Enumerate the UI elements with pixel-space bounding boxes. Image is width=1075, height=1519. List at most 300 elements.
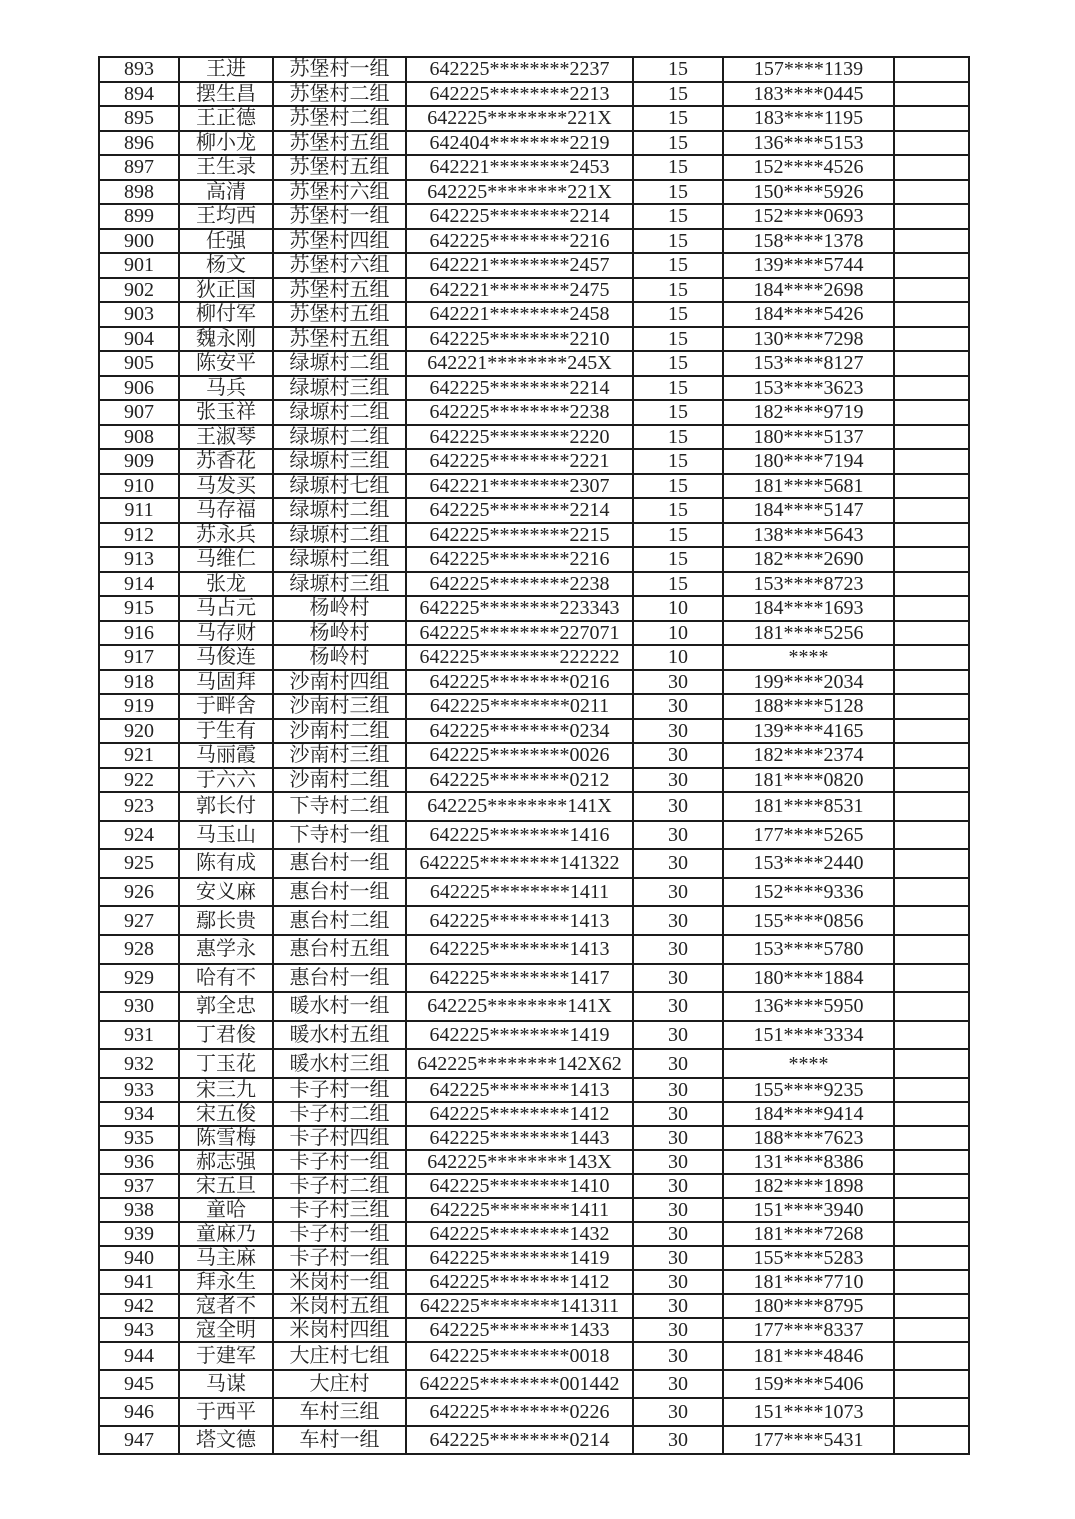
- row-number-cell: 933: [99, 1078, 179, 1102]
- beneficiary-table: [98, 56, 970, 1455]
- table-row: [99, 1049, 969, 1078]
- table-row: [99, 1294, 969, 1318]
- amount-cell: 30: [633, 1174, 723, 1198]
- id-number-cell: 642225********1419: [406, 1246, 633, 1270]
- row-number-cell: 900: [99, 229, 179, 254]
- id-number-cell: 642225********2216: [406, 229, 633, 254]
- row-number-cell: 945: [99, 1370, 179, 1398]
- table-row: [99, 964, 969, 993]
- phone-cell: 188****5128: [723, 694, 894, 719]
- village-group-cell: 苏堡村二组: [273, 106, 406, 131]
- phone-cell: 177****8337: [723, 1318, 894, 1342]
- amount-cell: 30: [633, 1126, 723, 1150]
- table-row: [99, 327, 969, 352]
- village-group-cell: 沙南村二组: [273, 719, 406, 744]
- id-number-cell: 642221********2457: [406, 253, 633, 278]
- village-group-cell: 苏堡村四组: [273, 229, 406, 254]
- name-cell: 张玉祥: [179, 400, 273, 425]
- empty-cell: [894, 1174, 969, 1198]
- id-number-cell: 642225********1410: [406, 1174, 633, 1198]
- village-group-cell: 下寺村一组: [273, 821, 406, 850]
- table-row: [99, 821, 969, 850]
- row-number-cell: 926: [99, 878, 179, 907]
- name-cell: 郭全忠: [179, 992, 273, 1021]
- village-group-cell: 绿塬村三组: [273, 376, 406, 401]
- phone-cell: 184****9414: [723, 1102, 894, 1126]
- village-group-cell: 卡子村一组: [273, 1078, 406, 1102]
- row-number-cell: 928: [99, 935, 179, 964]
- empty-cell: [894, 964, 969, 993]
- empty-cell: [894, 449, 969, 474]
- village-group-cell: 苏堡村二组: [273, 82, 406, 107]
- amount-cell: 30: [633, 1021, 723, 1050]
- phone-cell: ****: [723, 1049, 894, 1078]
- empty-cell: [894, 743, 969, 768]
- amount-cell: 15: [633, 253, 723, 278]
- amount-cell: 30: [633, 1294, 723, 1318]
- phone-cell: 184****5147: [723, 498, 894, 523]
- village-group-cell: 大庄村: [273, 1370, 406, 1398]
- amount-cell: 15: [633, 204, 723, 229]
- name-cell: 哈有不: [179, 964, 273, 993]
- empty-cell: [894, 1370, 969, 1398]
- amount-cell: 10: [633, 596, 723, 621]
- empty-cell: [894, 351, 969, 376]
- village-group-cell: 惠台村一组: [273, 878, 406, 907]
- id-number-cell: 642225********1417: [406, 964, 633, 993]
- village-group-cell: 苏堡村一组: [273, 57, 406, 82]
- name-cell: 丁君俊: [179, 1021, 273, 1050]
- phone-cell: 181****0820: [723, 768, 894, 793]
- table-row: [99, 1426, 969, 1454]
- amount-cell: 15: [633, 302, 723, 327]
- table-row: [99, 106, 969, 131]
- name-cell: 宋五俊: [179, 1102, 273, 1126]
- id-number-cell: 642225********1419: [406, 1021, 633, 1050]
- amount-cell: 30: [633, 964, 723, 993]
- phone-cell: 153****8723: [723, 572, 894, 597]
- village-group-cell: 卡子村一组: [273, 1222, 406, 1246]
- row-number-cell: 924: [99, 821, 179, 850]
- empty-cell: [894, 1246, 969, 1270]
- row-number-cell: 894: [99, 82, 179, 107]
- name-cell: 丁玉花: [179, 1049, 273, 1078]
- village-group-cell: 苏堡村五组: [273, 155, 406, 180]
- name-cell: 塔文德: [179, 1426, 273, 1454]
- id-number-cell: 642225********0214: [406, 1426, 633, 1454]
- phone-cell: 157****1139: [723, 57, 894, 82]
- phone-cell: 153****5780: [723, 935, 894, 964]
- id-number-cell: 642225********0216: [406, 670, 633, 695]
- table-row: [99, 278, 969, 303]
- village-group-cell: 暖水村五组: [273, 1021, 406, 1050]
- empty-cell: [894, 1126, 969, 1150]
- row-number-cell: 906: [99, 376, 179, 401]
- village-group-cell: 绿塬村二组: [273, 498, 406, 523]
- id-number-cell: 642225********2220: [406, 425, 633, 450]
- table-row: [99, 694, 969, 719]
- table-row: [99, 670, 969, 695]
- amount-cell: 30: [633, 1150, 723, 1174]
- name-cell: 于建军: [179, 1342, 273, 1370]
- village-group-cell: 下寺村二组: [273, 792, 406, 821]
- phone-cell: 183****1195: [723, 106, 894, 131]
- table-row: [99, 849, 969, 878]
- row-number-cell: 893: [99, 57, 179, 82]
- table-row: [99, 1150, 969, 1174]
- id-number-cell: 642225********1411: [406, 1198, 633, 1222]
- row-number-cell: 919: [99, 694, 179, 719]
- phone-cell: 136****5153: [723, 131, 894, 156]
- name-cell: 于畔舍: [179, 694, 273, 719]
- empty-cell: [894, 106, 969, 131]
- table-row: [99, 906, 969, 935]
- table-row: [99, 351, 969, 376]
- row-number-cell: 942: [99, 1294, 179, 1318]
- amount-cell: 30: [633, 1270, 723, 1294]
- row-number-cell: 909: [99, 449, 179, 474]
- row-number-cell: 907: [99, 400, 179, 425]
- name-cell: 杨文: [179, 253, 273, 278]
- phone-cell: 136****5950: [723, 992, 894, 1021]
- table-row: [99, 1318, 969, 1342]
- village-group-cell: 绿塬村二组: [273, 425, 406, 450]
- id-number-cell: 642225********0026: [406, 743, 633, 768]
- row-number-cell: 908: [99, 425, 179, 450]
- name-cell: 陈雪梅: [179, 1126, 273, 1150]
- table-row: [99, 1342, 969, 1370]
- amount-cell: 15: [633, 131, 723, 156]
- row-number-cell: 934: [99, 1102, 179, 1126]
- phone-cell: 158****1378: [723, 229, 894, 254]
- amount-cell: 10: [633, 621, 723, 646]
- village-group-cell: 卡子村一组: [273, 1150, 406, 1174]
- village-group-cell: 大庄村七组: [273, 1342, 406, 1370]
- empty-cell: [894, 547, 969, 572]
- village-group-cell: 车村三组: [273, 1398, 406, 1426]
- id-number-cell: 642225********2221: [406, 449, 633, 474]
- empty-cell: [894, 1102, 969, 1126]
- row-number-cell: 910: [99, 474, 179, 499]
- name-cell: 王均西: [179, 204, 273, 229]
- id-number-cell: 642221********2453: [406, 155, 633, 180]
- table-body: [99, 57, 969, 1454]
- village-group-cell: 沙南村三组: [273, 694, 406, 719]
- phone-cell: 150****5926: [723, 180, 894, 205]
- id-number-cell: 642225********2214: [406, 498, 633, 523]
- phone-cell: 139****4165: [723, 719, 894, 744]
- name-cell: 惠学永: [179, 935, 273, 964]
- village-group-cell: 苏堡村六组: [273, 180, 406, 205]
- table-row: [99, 992, 969, 1021]
- phone-cell: 153****3623: [723, 376, 894, 401]
- village-group-cell: 惠台村一组: [273, 849, 406, 878]
- id-number-cell: 642221********2458: [406, 302, 633, 327]
- village-group-cell: 绿塬村三组: [273, 572, 406, 597]
- empty-cell: [894, 1021, 969, 1050]
- phone-cell: 181****4846: [723, 1342, 894, 1370]
- table-row: [99, 400, 969, 425]
- row-number-cell: 896: [99, 131, 179, 156]
- name-cell: 任强: [179, 229, 273, 254]
- amount-cell: 15: [633, 155, 723, 180]
- village-group-cell: 米岗村一组: [273, 1270, 406, 1294]
- name-cell: 郭长付: [179, 792, 273, 821]
- phone-cell: 182****2374: [723, 743, 894, 768]
- row-number-cell: 898: [99, 180, 179, 205]
- phone-cell: 153****2440: [723, 849, 894, 878]
- empty-cell: [894, 425, 969, 450]
- phone-cell: 182****1898: [723, 1174, 894, 1198]
- name-cell: 马丽霞: [179, 743, 273, 768]
- village-group-cell: 卡子村二组: [273, 1174, 406, 1198]
- amount-cell: 15: [633, 278, 723, 303]
- amount-cell: 15: [633, 376, 723, 401]
- id-number-cell: 642225********0226: [406, 1398, 633, 1426]
- village-group-cell: 惠台村五组: [273, 935, 406, 964]
- empty-cell: [894, 992, 969, 1021]
- row-number-cell: 911: [99, 498, 179, 523]
- row-number-cell: 935: [99, 1126, 179, 1150]
- village-group-cell: 惠台村一组: [273, 964, 406, 993]
- name-cell: 马维仁: [179, 547, 273, 572]
- amount-cell: 30: [633, 1222, 723, 1246]
- name-cell: 柳付军: [179, 302, 273, 327]
- name-cell: 苏永兵: [179, 523, 273, 548]
- amount-cell: 15: [633, 229, 723, 254]
- name-cell: 于西平: [179, 1398, 273, 1426]
- row-number-cell: 939: [99, 1222, 179, 1246]
- table-row: [99, 1270, 969, 1294]
- row-number-cell: 901: [99, 253, 179, 278]
- empty-cell: [894, 278, 969, 303]
- village-group-cell: 暖水村三组: [273, 1049, 406, 1078]
- row-number-cell: 932: [99, 1049, 179, 1078]
- village-group-cell: 苏堡村五组: [273, 327, 406, 352]
- id-number-cell: 642225********0212: [406, 768, 633, 793]
- phone-cell: 180****8795: [723, 1294, 894, 1318]
- id-number-cell: 642225********142X62: [406, 1049, 633, 1078]
- row-number-cell: 904: [99, 327, 179, 352]
- amount-cell: 15: [633, 106, 723, 131]
- phone-cell: 177****5265: [723, 821, 894, 850]
- empty-cell: [894, 768, 969, 793]
- table-row: [99, 719, 969, 744]
- row-number-cell: 916: [99, 621, 179, 646]
- phone-cell: 153****8127: [723, 351, 894, 376]
- empty-cell: [894, 523, 969, 548]
- amount-cell: 15: [633, 180, 723, 205]
- amount-cell: 30: [633, 1398, 723, 1426]
- table-row: [99, 155, 969, 180]
- name-cell: 狄正国: [179, 278, 273, 303]
- amount-cell: 30: [633, 878, 723, 907]
- name-cell: 寇全明: [179, 1318, 273, 1342]
- row-number-cell: 947: [99, 1426, 179, 1454]
- phone-cell: 139****5744: [723, 253, 894, 278]
- table-row: [99, 474, 969, 499]
- id-number-cell: 642225********1413: [406, 1078, 633, 1102]
- phone-cell: 181****7710: [723, 1270, 894, 1294]
- village-group-cell: 米岗村五组: [273, 1294, 406, 1318]
- table-row: [99, 645, 969, 670]
- table-row: [99, 449, 969, 474]
- village-group-cell: 沙南村四组: [273, 670, 406, 695]
- empty-cell: [894, 1078, 969, 1102]
- phone-cell: 130****7298: [723, 327, 894, 352]
- empty-cell: [894, 57, 969, 82]
- amount-cell: 30: [633, 992, 723, 1021]
- name-cell: 宋三九: [179, 1078, 273, 1102]
- phone-cell: 181****7268: [723, 1222, 894, 1246]
- row-number-cell: 921: [99, 743, 179, 768]
- phone-cell: 182****2690: [723, 547, 894, 572]
- village-group-cell: 沙南村二组: [273, 768, 406, 793]
- name-cell: 马固拜: [179, 670, 273, 695]
- empty-cell: [894, 821, 969, 850]
- amount-cell: 15: [633, 572, 723, 597]
- table-row: [99, 204, 969, 229]
- amount-cell: 10: [633, 645, 723, 670]
- table-row: [99, 547, 969, 572]
- id-number-cell: 642225********1443: [406, 1126, 633, 1150]
- row-number-cell: 940: [99, 1246, 179, 1270]
- amount-cell: 30: [633, 719, 723, 744]
- id-number-cell: 642225********1412: [406, 1270, 633, 1294]
- village-group-cell: 苏堡村六组: [273, 253, 406, 278]
- name-cell: 马占元: [179, 596, 273, 621]
- empty-cell: [894, 792, 969, 821]
- phone-cell: 155****9235: [723, 1078, 894, 1102]
- table-row: [99, 1021, 969, 1050]
- amount-cell: 15: [633, 57, 723, 82]
- amount-cell: 30: [633, 670, 723, 695]
- row-number-cell: 925: [99, 849, 179, 878]
- empty-cell: [894, 1342, 969, 1370]
- name-cell: 马兵: [179, 376, 273, 401]
- amount-cell: 15: [633, 351, 723, 376]
- name-cell: 马存福: [179, 498, 273, 523]
- amount-cell: 30: [633, 1198, 723, 1222]
- table-row: [99, 1222, 969, 1246]
- phone-cell: 182****9719: [723, 400, 894, 425]
- empty-cell: [894, 1294, 969, 1318]
- name-cell: 王生录: [179, 155, 273, 180]
- amount-cell: 30: [633, 768, 723, 793]
- row-number-cell: 944: [99, 1342, 179, 1370]
- village-group-cell: 卡子村二组: [273, 1102, 406, 1126]
- id-number-cell: 642225********141322: [406, 849, 633, 878]
- name-cell: 安义麻: [179, 878, 273, 907]
- village-group-cell: 绿塬村二组: [273, 547, 406, 572]
- village-group-cell: 绿塬村二组: [273, 400, 406, 425]
- table-row: [99, 1078, 969, 1102]
- amount-cell: 15: [633, 547, 723, 572]
- id-number-cell: 642225********1416: [406, 821, 633, 850]
- amount-cell: 30: [633, 1426, 723, 1454]
- phone-cell: 183****0445: [723, 82, 894, 107]
- empty-cell: [894, 596, 969, 621]
- id-number-cell: 642225********143X: [406, 1150, 633, 1174]
- empty-cell: [894, 155, 969, 180]
- amount-cell: 30: [633, 821, 723, 850]
- name-cell: 陈安平: [179, 351, 273, 376]
- id-number-cell: 642225********1411: [406, 878, 633, 907]
- empty-cell: [894, 253, 969, 278]
- table-row: [99, 935, 969, 964]
- row-number-cell: 897: [99, 155, 179, 180]
- row-number-cell: 930: [99, 992, 179, 1021]
- amount-cell: 15: [633, 498, 723, 523]
- empty-cell: [894, 1398, 969, 1426]
- row-number-cell: 920: [99, 719, 179, 744]
- id-number-cell: 642221********245X: [406, 351, 633, 376]
- phone-cell: 177****5431: [723, 1426, 894, 1454]
- row-number-cell: 936: [99, 1150, 179, 1174]
- table-row: [99, 523, 969, 548]
- amount-cell: 30: [633, 743, 723, 768]
- row-number-cell: 915: [99, 596, 179, 621]
- amount-cell: 30: [633, 849, 723, 878]
- amount-cell: 30: [633, 1078, 723, 1102]
- phone-cell: ****: [723, 645, 894, 670]
- name-cell: 王进: [179, 57, 273, 82]
- table-row: [99, 792, 969, 821]
- table-row: [99, 1126, 969, 1150]
- empty-cell: [894, 131, 969, 156]
- id-number-cell: 642225********221X: [406, 106, 633, 131]
- table-row: [99, 1398, 969, 1426]
- id-number-cell: 642221********2307: [406, 474, 633, 499]
- village-group-cell: 绿塬村三组: [273, 449, 406, 474]
- phone-cell: 184****5426: [723, 302, 894, 327]
- empty-cell: [894, 1318, 969, 1342]
- name-cell: 鄢长贵: [179, 906, 273, 935]
- amount-cell: 30: [633, 1342, 723, 1370]
- row-number-cell: 905: [99, 351, 179, 376]
- table-row: [99, 253, 969, 278]
- table-row: [99, 621, 969, 646]
- phone-cell: 138****5643: [723, 523, 894, 548]
- table-row: [99, 180, 969, 205]
- phone-cell: 131****8386: [723, 1150, 894, 1174]
- row-number-cell: 917: [99, 645, 179, 670]
- amount-cell: 15: [633, 327, 723, 352]
- amount-cell: 30: [633, 792, 723, 821]
- phone-cell: 180****7194: [723, 449, 894, 474]
- phone-cell: 152****0693: [723, 204, 894, 229]
- table-row: [99, 1246, 969, 1270]
- empty-cell: [894, 229, 969, 254]
- id-number-cell: 642225********2213: [406, 82, 633, 107]
- phone-cell: 151****3940: [723, 1198, 894, 1222]
- empty-cell: [894, 1198, 969, 1222]
- id-number-cell: 642225********2238: [406, 572, 633, 597]
- amount-cell: 15: [633, 82, 723, 107]
- village-group-cell: 杨岭村: [273, 596, 406, 621]
- id-number-cell: 642225********1432: [406, 1222, 633, 1246]
- empty-cell: [894, 82, 969, 107]
- id-number-cell: 642225********1413: [406, 906, 633, 935]
- table-row: [99, 1198, 969, 1222]
- phone-cell: 184****2698: [723, 278, 894, 303]
- phone-cell: 199****2034: [723, 670, 894, 695]
- empty-cell: [894, 645, 969, 670]
- village-group-cell: 车村一组: [273, 1426, 406, 1454]
- name-cell: 魏永刚: [179, 327, 273, 352]
- table-row: [99, 498, 969, 523]
- row-number-cell: 941: [99, 1270, 179, 1294]
